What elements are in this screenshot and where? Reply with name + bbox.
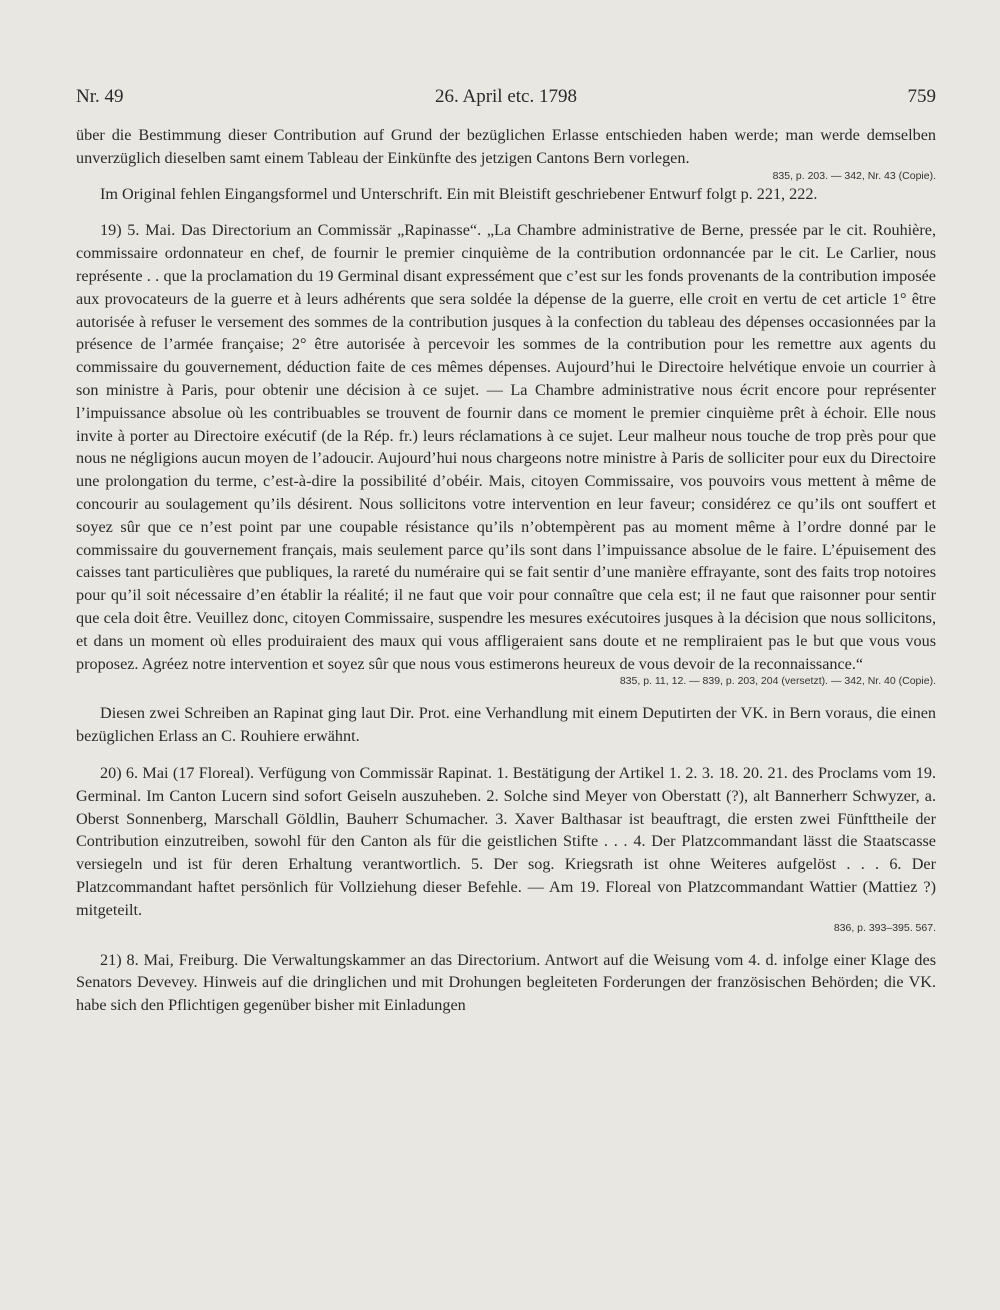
spacer (76, 935, 936, 949)
source-reference-3: 836, p. 393–395. 567. (833, 921, 936, 934)
paragraph-entry-19: 19) 5. Mai. Das Directorium an Commissär „Rapinasse“. „La Chambre administrative de Berne, pressée par le cit. Rouhière, commissaire ordonnateur en chef, de fournir le premier cinquième de la contribution ordonnancée par le cit. Le Carlier, nous représente . . que la proclamation du 19 Germinal disant expressément que c’est sur les fonds provenants de la contribution imposée aux provocateurs de la guerre et à leurs adhérents que sera soldée la dépense de la guerre, elle croit en vertu de cet article 1° être autorisée à refuser le versement des sommes de la contribution jusques à la confection du tableau des dépenses occasionnées par la présence de l’armée française; 2° être autorisée à percevoir les sommes de la contribution pour les remettre aux agents du commissaire du gouvernement, déduction faite de ces mêmes dépenses. Aujourd’hui le Directoire helvétique envoie un courrier à son ministre à Paris, pour obtenir une décision à ce sujet. — La Chambre administrative nous écrit encore pour représenter l’impuissance absolue où les contribuables se trouvent de fournir dans ce moment le premier cinquième prêt à échoir. Elle nous invite à porter au Directoire exécutif (de la Rép. fr.) leurs réclamations à ce sujet. Leur malheur nous touche de trop près pour que nous ne négligions aucun moyen de l’adoucir. Aujourd’hui nous chargeons notre ministre à Paris de solliciter pour eux du Directoire une prolongation du terme, c’est-à-dire la possibilité d’obéir. Mais, citoyen Commissaire, vos pouvoirs vous mettent à même de concourir au soulagement qu’ils désirent. Nous sollicitons votre intervention en leur faveur; considérez ce qu’ils ont souffert et soyez sûr que ce n’est point par une coupable résistance qu’ils n’obtempèrent pas au moment même à l’ordre donné par le commissaire du gouvernement français, mais seulement parce qu’ils sont dans l’impuissance absolue de le faire. L’épuisement des caisses tant particulières que publiques, la rareté du numéraire qui se fait sentir d’une manière effrayante, sont des faits trop notoires pour qu’il soit nécessaire d’en établir la réalité; il ne faut que voir pour connaître que cela est; il ne faut que raisonner pour sentir que cela doit être. Veuillez donc, citoyen Commissaire, suspendre les mesures exécutoires jusques à la décision que nous sollicitons, et dans un moment où elles produiraient des maux qui vous affligeraient sans doute et ne rempliraient pas le but que vous vous proposez. Agréez notre intervention et soyez sûr que nous vous estimerons heureux de vous devoir de la reconnaissance.“ (76, 221, 936, 673)
source-reference-2: 835, p. 11, 12. — 839, p. 203, 204 (versetzt). — 342, Nr. 40 (Copie). (619, 675, 936, 688)
spacer (76, 748, 936, 762)
page-body (76, 124, 936, 1017)
paragraph-note: Diesen zwei Schreiben an Rapinat ging laut Dir. Prot. eine Verhandlung mit einem Deputirten der VK. in Bern voraus, die einen bezüglichen Erlass an C. Rouhiere erwähnt. (76, 704, 936, 746)
spacer (76, 688, 936, 702)
paragraph-entry-20: 20) 6. Mai (17 Floreal). Verfügung von Commissär Rapinat. 1. Bestätigung der Artikel 1. 2. 3. 18. 20. 21. des Proclams vom 19. Germinal. Im Canton Lucern sind sofort Geiseln auszuheben. 2. Solche sind Meyer von Oberstatt (?), alt Bannerherr Schwyzer, a. Oberst Sonnenberg, Marschall Göldlin, Bauherr Schumacher. 3. Xaver Balthasar ist beauftragt, die ersten zwei Fünfttheile der Contribution einzutreiben, sowohl für den Canton als für die geistlichen Stifte . . . 4. Der Platzcommandant lässt die Staatscasse versiegeln und ist für deren Erhaltung verantwortlich. 5. Der sog. Kriegsrath ist ohne Weiteres aufgelöst . . . 6. Der Platzcommandant haftet persönlich für Vollziehung dieser Befehle. — Am 19. Floreal von Platzcommandant Wattier (Mattiez ?) mitgeteilt. (76, 763, 936, 919)
paragraph-1: über die Bestimmung dieser Contribution auf Grund der bezüglichen Erlasse entschieden haben werde; man werde demselben unverzüglich dieselben samt einem Tableau der Einkünfte des jetzigen Cantons Bern vorlegen. (76, 126, 936, 167)
header-date: 26. April etc. 1798 (435, 86, 577, 107)
page-number: 759 (907, 86, 936, 107)
paragraph-2: Im Original fehlen Eingangsformel und Unterschrift. Ein mit Bleistift geschriebener Entwurf folgt p. 221, 222. (100, 184, 818, 203)
source-reference-1: 835, p. 203. — 342, Nr. 43 (Copie). (772, 169, 936, 182)
paragraph-entry-21: 21) 8. Mai, Freiburg. Die Verwaltungskammer an das Directorium. Antwort auf die Weisung vom 4. d. infolge einer Klage des Senators Devevey. Hinweis auf die dringlichen und mit Drohungen begleiteten Forderungen der französischen Behörden; die VK. habe sich den Pflichtigen gegenüber bisher mit Einladungen (76, 950, 936, 1015)
running-header (76, 86, 936, 112)
spacer (76, 205, 936, 219)
document-number: Nr. 49 (76, 86, 124, 107)
